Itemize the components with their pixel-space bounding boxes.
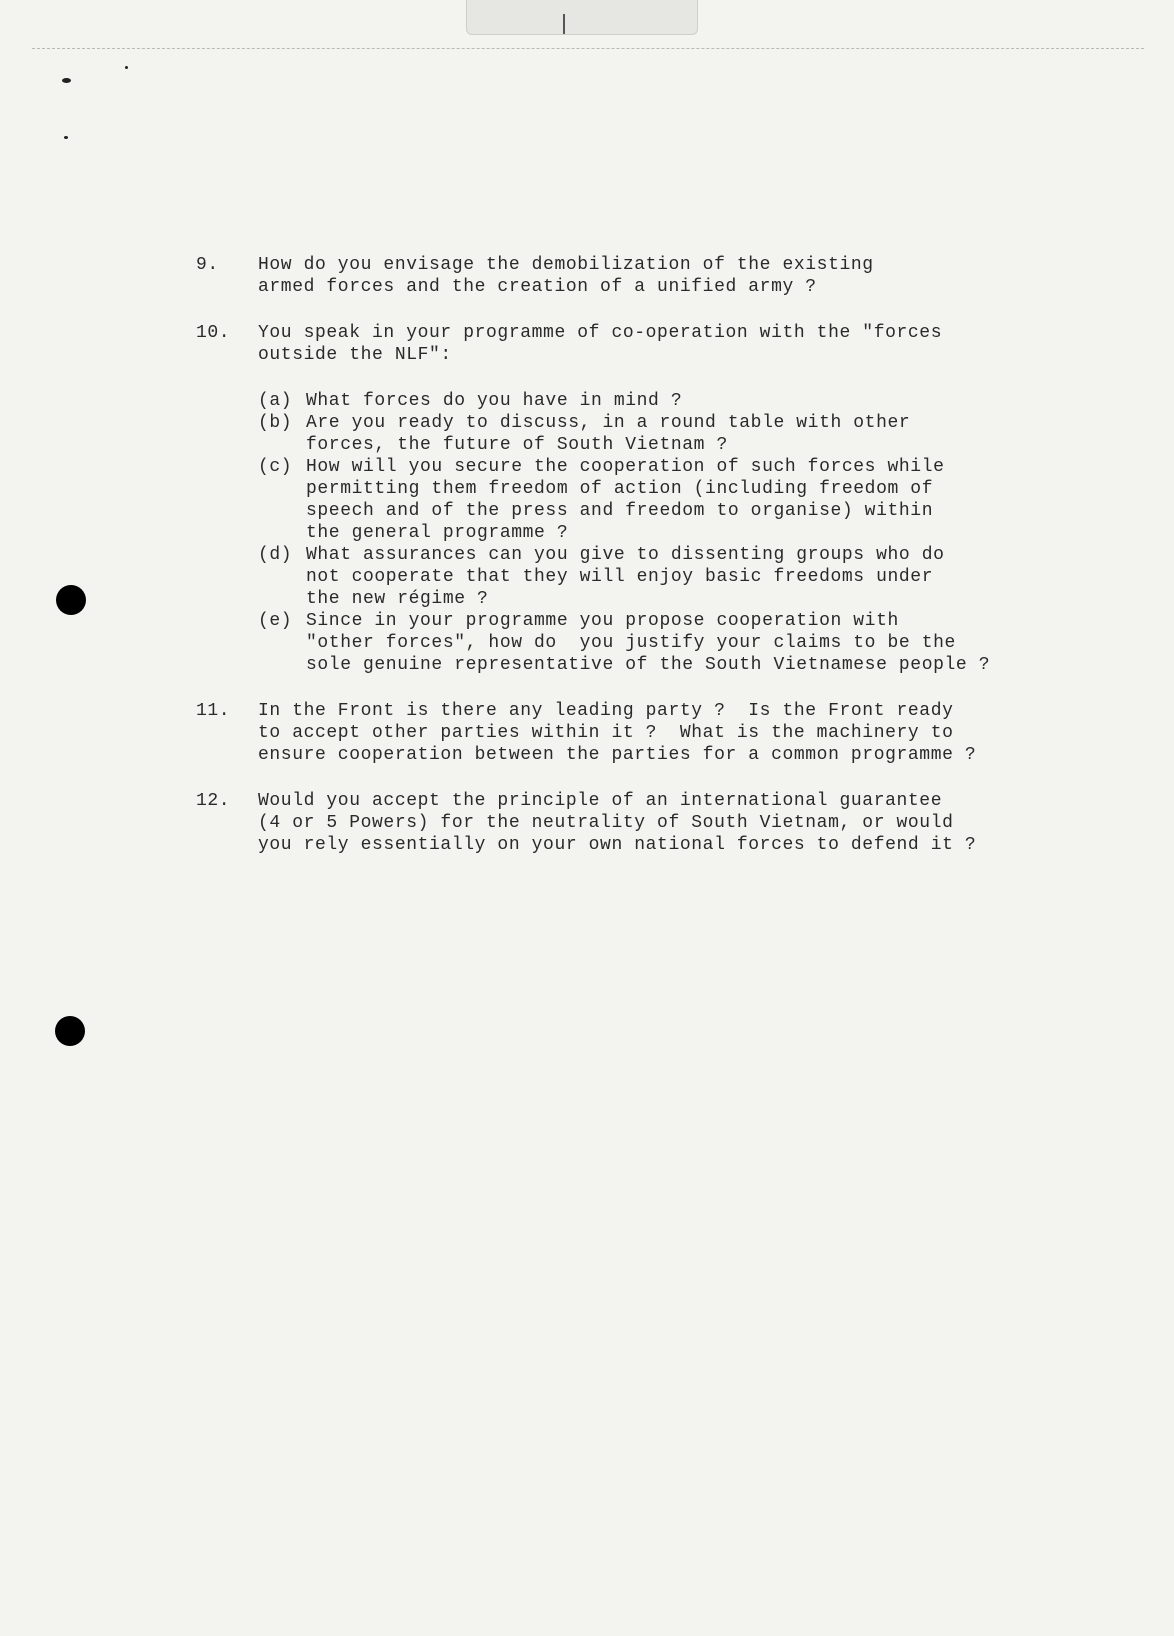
subquestion-label: (e) xyxy=(258,611,293,631)
subquestion-e xyxy=(258,610,1076,676)
question-text xyxy=(258,790,1076,856)
text-line: to accept other parties within it ? What is the machinery to xyxy=(258,723,954,743)
subquestion-b xyxy=(258,412,1076,456)
text-line: "other forces", how do you justify your claims to be the xyxy=(306,633,956,653)
text-line: the new régime ? xyxy=(306,589,489,609)
subquestion-text xyxy=(306,456,1076,544)
question-text xyxy=(258,322,1076,676)
question-list xyxy=(196,254,1076,880)
subquestion-text xyxy=(306,610,1076,676)
subquestion-text xyxy=(306,390,1076,412)
text-line: you rely essentially on your own national forces to defend it ? xyxy=(258,835,977,855)
text-line: Are you ready to discuss, in a round table with other xyxy=(306,413,911,433)
fold-line xyxy=(32,48,1144,49)
text-line: In the Front is there any leading party ? Is the Front ready xyxy=(258,701,954,721)
question-number: 11. xyxy=(196,701,231,721)
text-line: speech and of the press and freedom to organise) within xyxy=(306,501,934,521)
question-9 xyxy=(196,254,1076,298)
text-line: not cooperate that they will enjoy basic freedoms under xyxy=(306,567,934,587)
binder-tab xyxy=(466,0,698,35)
punch-hole-top xyxy=(56,585,86,615)
subquestion-label: (c) xyxy=(258,457,293,477)
text-line: forces, the future of South Vietnam ? xyxy=(306,435,728,455)
binder-notch xyxy=(563,14,565,34)
text-line: the general programme ? xyxy=(306,523,569,543)
question-11 xyxy=(196,700,1076,766)
text-line: You speak in your programme of co-operation with the "forces xyxy=(258,323,943,343)
text-line: ensure cooperation between the parties for a common programme ? xyxy=(258,745,977,765)
question-text xyxy=(258,700,1076,766)
question-text xyxy=(258,254,1076,298)
text-line: How do you envisage the demobilization of the existing xyxy=(258,255,874,275)
text-line: How will you secure the cooperation of such forces while xyxy=(306,457,945,477)
subquestion-d xyxy=(258,544,1076,610)
text-line: outside the NLF": xyxy=(258,345,452,365)
subquestion-label: (a) xyxy=(258,391,293,411)
question-number: 12. xyxy=(196,791,231,811)
text-line: sole genuine representative of the South Vietnamese people ? xyxy=(306,655,991,675)
text-line: What forces do you have in mind ? xyxy=(306,391,683,411)
text-line: Since in your programme you propose cooperation with xyxy=(306,611,899,631)
subquestion-c xyxy=(258,456,1076,544)
subquestion-a xyxy=(258,390,1076,412)
text-line: What assurances can you give to dissenting groups who do xyxy=(306,545,945,565)
subquestion-list xyxy=(258,390,1076,676)
question-number: 9. xyxy=(196,255,219,275)
subquestion-text xyxy=(306,412,1076,456)
text-line: armed forces and the creation of a unified army ? xyxy=(258,277,817,297)
text-line: Would you accept the principle of an international guarantee xyxy=(258,791,943,811)
ink-speck xyxy=(125,66,128,69)
subquestion-label: (d) xyxy=(258,545,293,565)
ink-speck xyxy=(62,78,71,83)
subquestion-label: (b) xyxy=(258,413,293,433)
question-10 xyxy=(196,322,1076,676)
ink-speck xyxy=(64,136,68,139)
subquestion-text xyxy=(306,544,1076,610)
punch-hole-bottom xyxy=(55,1016,85,1046)
question-12 xyxy=(196,790,1076,856)
question-number: 10. xyxy=(196,323,231,343)
text-line: permitting them freedom of action (including freedom of xyxy=(306,479,934,499)
text-line: (4 or 5 Powers) for the neutrality of South Vietnam, or would xyxy=(258,813,954,833)
